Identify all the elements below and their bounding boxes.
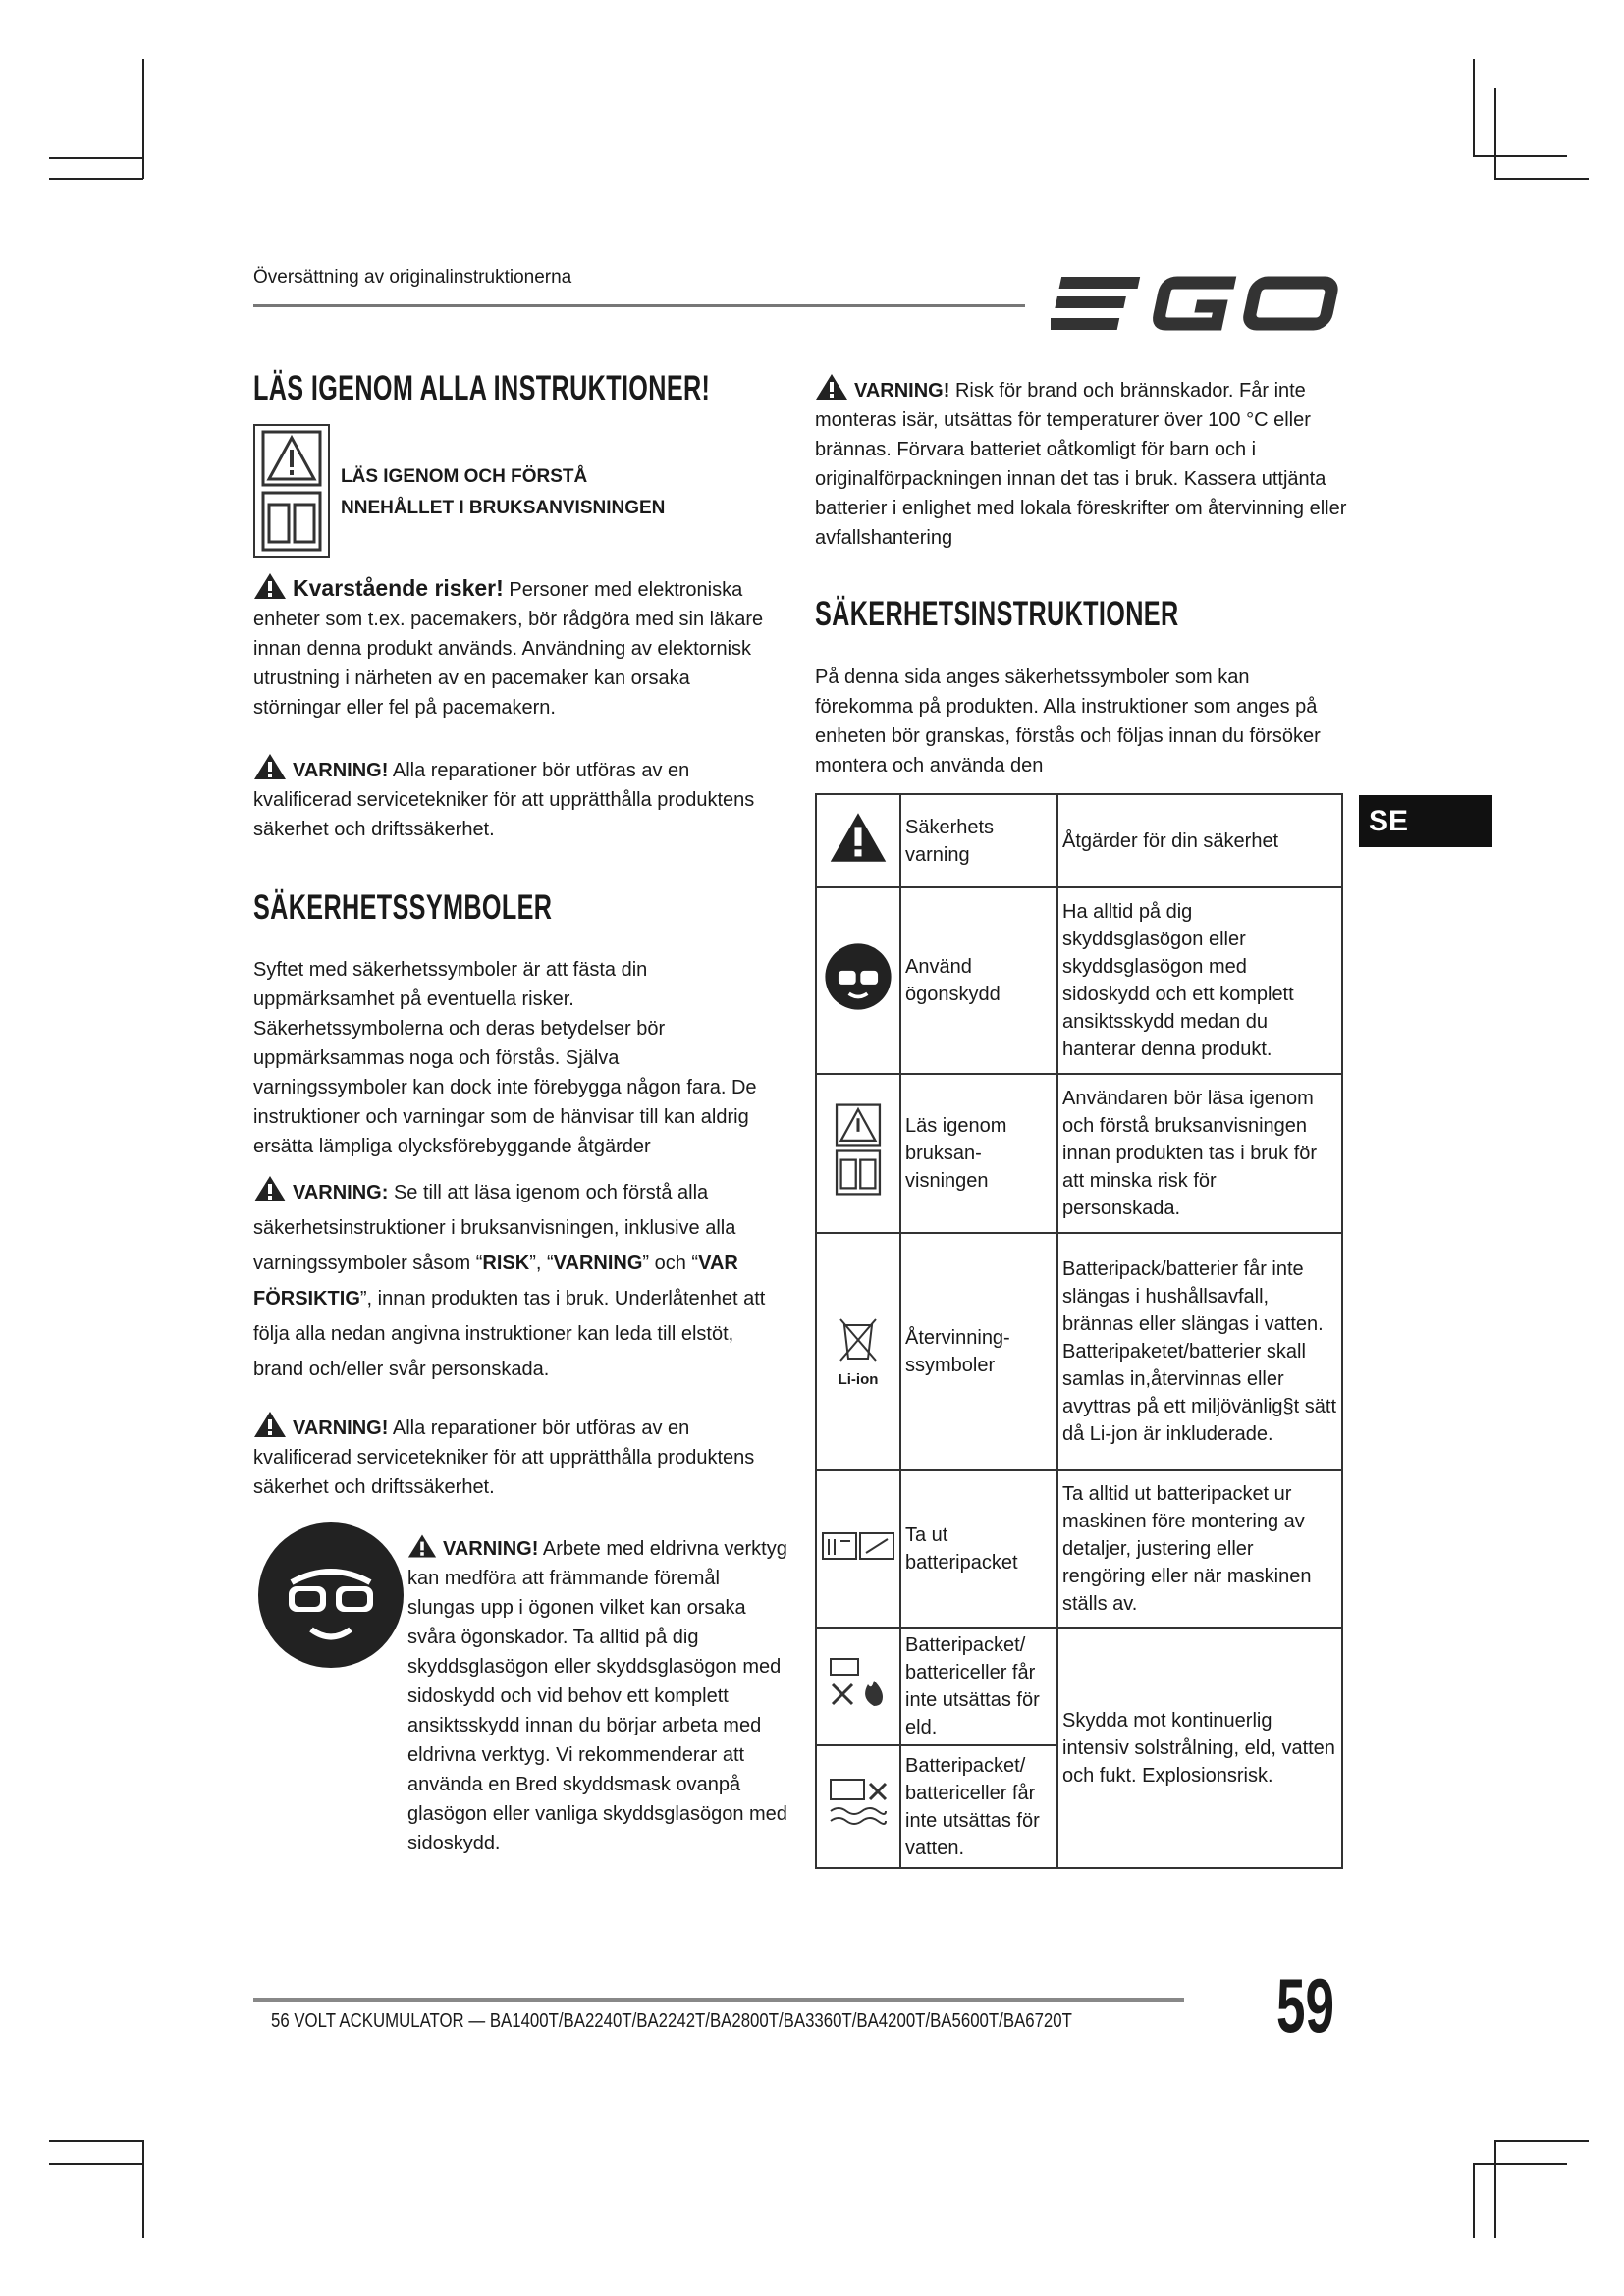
table-cell bbox=[816, 1628, 900, 1745]
table-row bbox=[816, 1074, 1342, 1233]
table-cell bbox=[816, 794, 900, 887]
table-cell: Batteripack/batterier får inte slängas i hushållsavfall, brännas eller slängas i vatten. Batteripaketet/batterier skall samlas in,återvinnas eller avyttras på ett miljövänlig§t sätt då Li-jon är inkluderade. bbox=[1057, 1233, 1342, 1470]
crop-mark bbox=[1494, 178, 1589, 180]
crop-mark bbox=[142, 2140, 144, 2238]
table-cell: Åtgärder för din säkerhet bbox=[1057, 794, 1342, 887]
table-cell bbox=[816, 1074, 900, 1233]
crop-mark bbox=[1473, 2163, 1567, 2165]
crop-mark bbox=[1494, 2140, 1496, 2238]
table-cell: Ha alltid på dig skyddsglasögon eller skyddsglasögon med sidoskydd och ett komplett ansiktsskydd medan du hanterar denna produkt. bbox=[1057, 887, 1342, 1074]
eye-protection-icon bbox=[824, 942, 893, 1011]
crop-mark bbox=[1473, 2163, 1475, 2238]
warning-icon bbox=[253, 753, 287, 780]
heading-read-all: LÄS IGENOM ALLA INSTRUKTIONER! bbox=[253, 369, 711, 407]
crop-mark bbox=[142, 59, 144, 179]
warning-repairs-paragraph-2: VARNING! Alla reparationer bör utföras av en kvalificerad servicetekniker för att upprätthålla produktens säkerhet och driftssäkerhet. bbox=[253, 1411, 764, 1502]
no-fire-icon bbox=[827, 1655, 890, 1710]
footer-rule bbox=[253, 1998, 1184, 2002]
crop-mark bbox=[1473, 155, 1567, 157]
crop-mark bbox=[1494, 88, 1496, 179]
table-cell: Användaren bör läsa igenom och förstå bruksanvisningen innan produkten tas i bruk för att minska risk för personskada. bbox=[1057, 1074, 1342, 1233]
warning-read-instructions-paragraph: VARNING: Se till att läsa igenom och förstå alla säkerhetsinstruktioner i bruksanvisningen, inklusive alla varningssymboler såsom “RISK”, “VARNING” och “VAR FÖRSIKTIG”, innan produkten tas i bruk. Underlåtenhet att följa alla nedan angivna instruktioner kan leda till elstöt, brand och/eller svår personskada. bbox=[253, 1175, 784, 1387]
table-cell bbox=[816, 1470, 900, 1628]
warning-icon bbox=[253, 1411, 287, 1438]
recycle-bin-icon bbox=[837, 1315, 880, 1364]
safety-instructions-intro: På denna sida anges säkerhetssymboler som kan förekomma på produkten. Alla instruktioner som anges på enheten bör granskas, förstås och följas innan du försöker montera och använda den bbox=[815, 667, 1321, 776]
warning-repairs-paragraph: VARNING! Alla reparationer bör utföras av en kvalificerad servicetekniker för att upprätthålla produktens säkerhet och driftssäkerhet. bbox=[253, 753, 764, 844]
table-row bbox=[816, 1233, 1342, 1470]
read-manual-icon bbox=[831, 1095, 886, 1203]
crop-mark bbox=[1494, 2140, 1589, 2142]
language-tab: SE bbox=[1359, 795, 1492, 847]
ego-logo bbox=[1051, 273, 1345, 334]
residual-risks-paragraph: Kvarstående risker! Personer med elektroniska enheter som t.ex. pacemakers, bör rådgöra med sin läkare innan denna produkt används. Användning av elektornisk utrustning i närheten av en pacemaker kan orsaka störningar eller fel på pacemakern. bbox=[253, 572, 764, 722]
warning-fire-paragraph: VARNING! Risk för brand och brännskador. Får inte monteras isär, utsättas för temperaturer över 100 °C eller brännas. Förvara batteriet oåtkomligt för barn och i originalförpackningen innan det tas i bruk. Kassera uttjänta batterier i enlighet med lokala föreskrifter om återvinning eller avfallshantering bbox=[815, 373, 1350, 553]
crop-mark bbox=[1473, 59, 1475, 157]
warning-icon bbox=[829, 811, 888, 864]
warning-icon bbox=[253, 572, 287, 600]
warning-icon bbox=[407, 1533, 437, 1559]
warning-eye-paragraph: VARNING! Arbete med eldrivna verktyg kan medföra att främmande föremål slungas upp i ögonen vilket kan orsaka svåra ögonskador. Ta alltid på dig skyddsglasögon eller skyddsglasögon med sidoskydd och vid behov ett komplett ansiktsskydd innan du börjar arbeta med eldrivna verktyg. Vi rekommenderar att använda en Bred skyddsmask ovanpå glasögon eller vanliga skyddsglasögon med sidoskydd. bbox=[407, 1533, 790, 1858]
table-cell: Säkerhets varning bbox=[900, 794, 1057, 887]
table-cell: Ta alltid ut batteripacket ur maskinen före montering av detaljer, justering eller rengöring eller när maskinen ställs av. bbox=[1057, 1470, 1342, 1628]
crop-mark bbox=[49, 2163, 143, 2165]
crop-mark bbox=[49, 2140, 143, 2142]
table-cell: Skydda mot kontinuerlig intensiv solstrålning, eld, vatten och fukt. Explosionsrisk. bbox=[1057, 1628, 1342, 1868]
crop-mark bbox=[49, 178, 143, 180]
read-manual-text: LÄS IGENOM OCH FÖRSTÅ NNEHÅLLET I BRUKSANVISNINGEN bbox=[341, 466, 666, 518]
header-rule bbox=[253, 304, 1025, 307]
page-number: 59 bbox=[1276, 1962, 1335, 2049]
table-cell bbox=[816, 887, 900, 1074]
crop-mark bbox=[49, 157, 143, 159]
eye-protection-icon bbox=[257, 1522, 405, 1669]
heading-safety-symbols: SÄKERHETSSYMBOLER bbox=[253, 888, 553, 927]
remove-battery-icon bbox=[821, 1527, 895, 1563]
table-cell: Batteripacket/ battericeller får inte utsättas för eld. bbox=[900, 1628, 1057, 1745]
heading-safety-instructions: SÄKERHETSINSTRUKTIONER bbox=[815, 595, 1179, 633]
table-row bbox=[816, 1628, 1342, 1745]
table-cell: Använd ögonskydd bbox=[900, 887, 1057, 1074]
table-cell: Läs igenom bruksan-visningen bbox=[900, 1074, 1057, 1233]
footer-model-list: 56 VOLT ACKUMULATOR — BA1400T/BA2240T/BA2242T/BA2800T/BA3360T/BA4200T/BA5600T/BA6720T bbox=[271, 2010, 1072, 2032]
li-ion-label: Li-ion bbox=[838, 1371, 879, 1388]
read-manual-symbol-box bbox=[253, 424, 330, 558]
warning-icon bbox=[815, 373, 848, 400]
header-subtitle: Översättning av originalinstruktionerna bbox=[253, 267, 572, 288]
table-cell: Batteripacket/ battericeller får inte utsättas för vatten. bbox=[900, 1745, 1057, 1868]
safety-symbols-paragraph: Syftet med säkerhetssymboler är att fästa din uppmärksamhet på eventuella risker. Säkerhetssymbolerna och deras betydelser bör uppmärksammas noga och förstås. Själva varningssymboler kan dock inte förebygga någon fara. De instruktioner och varningar som de hänvisar till kan aldrig ersätta lämpliga olycksförebyggande åtgärder bbox=[253, 959, 757, 1157]
table-cell: Återvinning-ssymboler bbox=[900, 1233, 1057, 1470]
no-water-icon bbox=[827, 1776, 890, 1831]
table-row bbox=[816, 887, 1342, 1074]
warning-icon bbox=[253, 1175, 287, 1202]
table-row bbox=[816, 794, 1342, 887]
safety-symbols-table bbox=[815, 793, 1343, 1869]
table-cell: Ta ut batteripacket bbox=[900, 1470, 1057, 1628]
read-manual-icon bbox=[255, 426, 328, 556]
table-cell bbox=[816, 1233, 900, 1470]
table-cell bbox=[816, 1745, 900, 1868]
table-row bbox=[816, 1470, 1342, 1628]
